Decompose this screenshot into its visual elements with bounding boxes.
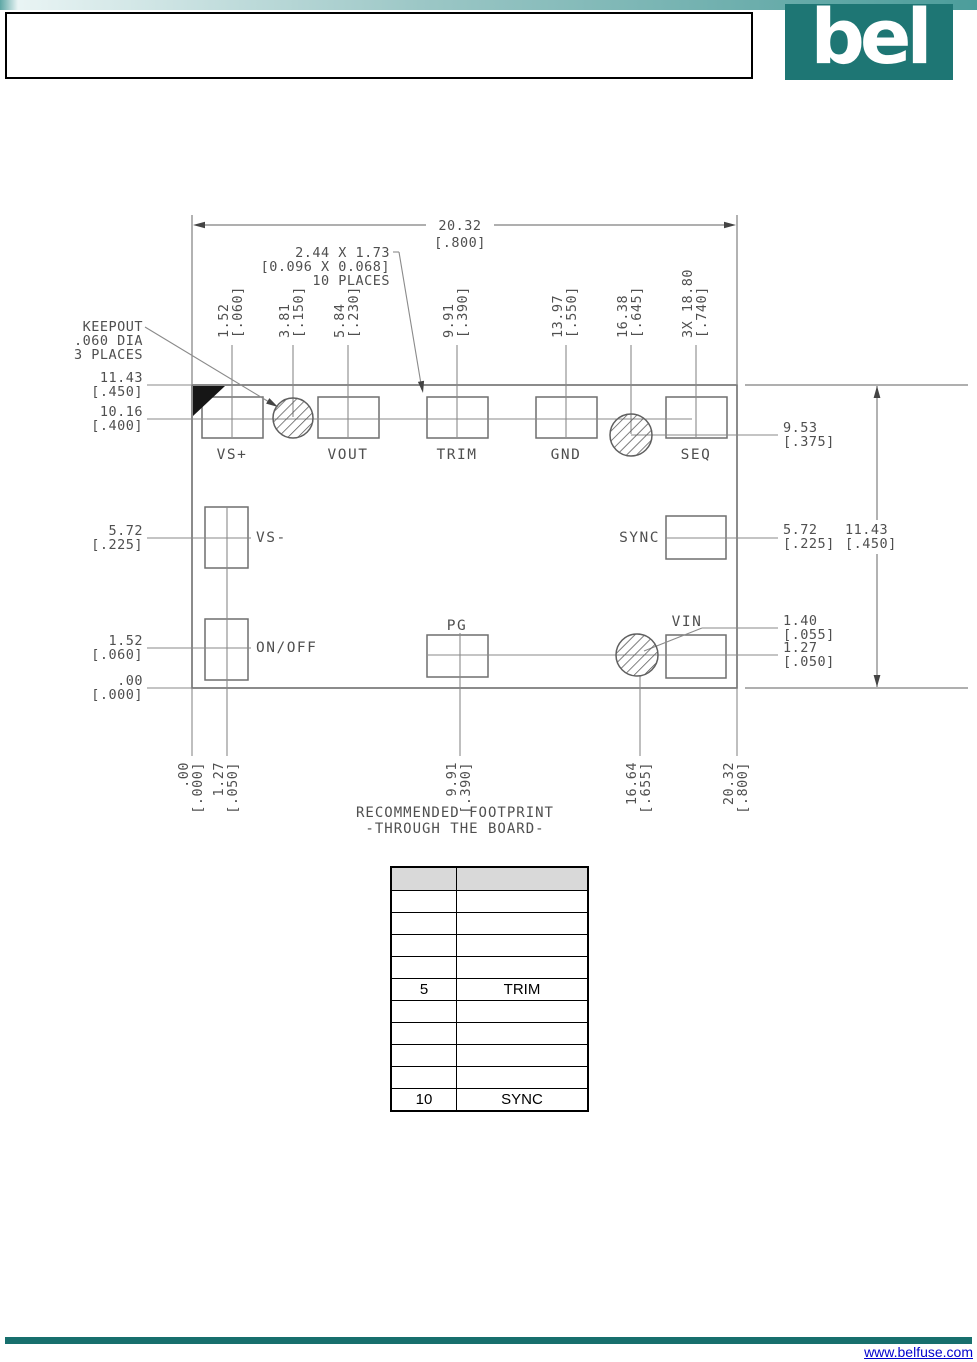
- dim-right-2-inch: [.450]: [845, 536, 897, 552]
- table-row: [391, 935, 588, 957]
- pad-vin: [666, 635, 726, 678]
- bel-logo-text: bel: [810, 0, 928, 81]
- pin-table: [390, 866, 589, 1112]
- dim-left-4-inch: [.000]: [91, 687, 143, 703]
- dim-bot-4-inch: [.800]: [735, 762, 751, 814]
- dim-bot-3-inch: [.655]: [638, 762, 654, 814]
- dim-overall-mm: 20.32: [438, 218, 482, 234]
- label-seq: SEQ: [680, 447, 712, 463]
- hole-note-leader: [393, 252, 424, 393]
- table-row: [391, 1089, 588, 1112]
- table-row: [391, 979, 588, 1001]
- pin-table-header: [391, 867, 588, 891]
- dim-right-2-mm: 11.43: [845, 522, 889, 538]
- dim-left-1-inch: [.400]: [91, 418, 143, 434]
- dim-top-2-mm: 5.84: [332, 303, 348, 338]
- keepout-note-l2: .060 DIA: [73, 333, 143, 349]
- table-row: [391, 891, 588, 913]
- dim-bot-1-inch: [.050]: [225, 762, 241, 814]
- dim-overall-inch: [.800]: [434, 235, 486, 251]
- dim-left-1-mm: 10.16: [99, 404, 143, 420]
- dim-bot-2-inch: [.390]: [458, 762, 474, 814]
- hole-note-l2: [0.096 X 0.068]: [260, 259, 390, 275]
- pin-cell: [391, 1001, 457, 1023]
- website-link[interactable]: www.belfuse.com: [864, 1344, 973, 1360]
- name-cell: [457, 1045, 589, 1067]
- pin-cell: [391, 957, 457, 979]
- pin-cell: [391, 1023, 457, 1045]
- dim-bot-1-mm: 1.27: [211, 762, 227, 797]
- name-cell: [457, 1067, 589, 1089]
- table-row: [391, 1023, 588, 1045]
- pin-cell: [391, 913, 457, 935]
- drawing-caption-l1: RECOMMENDED FOOTPRINT: [355, 805, 555, 821]
- top-dimension-labels: [216, 269, 710, 338]
- dim-left-2-inch: [.225]: [91, 537, 143, 553]
- keepout-circle-3: [616, 634, 658, 676]
- dim-top-0-mm: 1.52: [216, 303, 232, 338]
- pin-cell: 10: [391, 1089, 457, 1112]
- dim-bot-2-mm: 9.91: [444, 762, 460, 797]
- name-cell: [457, 891, 589, 913]
- dim-right-3-inch: [.055]: [783, 627, 835, 643]
- dim-right-1-inch: [.225]: [783, 536, 835, 552]
- dim-top-4-mm: 13.97: [550, 294, 566, 338]
- dim-bot-0-mm: .00: [176, 762, 192, 788]
- dim-right-1-mm: 5.72: [783, 522, 818, 538]
- bel-logo: [785, 0, 953, 81]
- keepout-note-l3: 3 PLACES: [73, 347, 143, 363]
- dim-top-2-inch: [.230]: [346, 286, 362, 338]
- name-cell: [457, 1001, 589, 1023]
- title-box: [5, 12, 753, 79]
- dim-right-4-mm: 1.27: [783, 640, 818, 656]
- dim-bot-0-inch: [.000]: [190, 762, 206, 814]
- dim-top-4-inch: [.550]: [564, 286, 580, 338]
- label-pg: PG: [446, 618, 468, 634]
- table-row: [391, 957, 588, 979]
- dim-left-0-mm: 11.43: [99, 370, 143, 386]
- dim-top-3-mm: 9.91: [441, 303, 457, 338]
- dim-left-4-mm: .00: [117, 673, 143, 689]
- dim-left-3-mm: 1.52: [108, 633, 143, 649]
- label-vin: VIN: [671, 614, 703, 630]
- label-on-off: ON/OFF: [256, 640, 318, 656]
- name-cell: TRIM: [457, 979, 589, 1001]
- name-cell: [457, 913, 589, 935]
- dim-top-3-inch: [.390]: [455, 286, 471, 338]
- keepout-circle-1: [273, 398, 313, 438]
- label-gnd: GND: [550, 447, 582, 463]
- table-row: [391, 1001, 588, 1023]
- name-cell: [457, 935, 589, 957]
- pad-labels: [217, 447, 712, 656]
- dim-left-3-inch: [.060]: [91, 647, 143, 663]
- pin-cell: [391, 1067, 457, 1089]
- hole-note-l1: 2.44 X 1.73: [295, 245, 390, 261]
- table-row: [391, 1067, 588, 1089]
- pin-table-header-name: [457, 867, 589, 891]
- dim-bot-4-mm: 20.32: [721, 762, 737, 806]
- dim-right-0-inch: [.375]: [783, 434, 835, 450]
- dim-top-5-mm: 16.38: [615, 294, 631, 338]
- dim-top-0-inch: [.060]: [230, 286, 246, 338]
- label-sync: SYNC: [619, 530, 660, 546]
- table-row: [391, 1045, 588, 1067]
- label-vs-minus: VS-: [256, 530, 287, 546]
- dim-bot-3-mm: 16.64: [624, 762, 640, 806]
- dim-right-0-mm: 9.53: [783, 420, 818, 436]
- label-vs-plus: VS+: [216, 447, 248, 463]
- keepout-note-l1: KEEPOUT: [82, 319, 143, 335]
- footprint-diagram: [0, 200, 977, 845]
- dim-right-4-inch: [.050]: [783, 654, 835, 670]
- name-cell: [457, 957, 589, 979]
- pin-cell: [391, 935, 457, 957]
- label-trim: TRIM: [436, 447, 478, 463]
- dim-top-1-inch: [.150]: [291, 286, 307, 338]
- dim-top-5-inch: [.645]: [629, 286, 645, 338]
- footer-rule: [5, 1337, 972, 1344]
- label-vout: VOUT: [327, 447, 369, 463]
- dim-left-2-mm: 5.72: [108, 523, 143, 539]
- hole-note-l3: 10 PLACES: [312, 273, 390, 289]
- name-cell: [457, 1023, 589, 1045]
- dim-top-6-inch: [.740]: [694, 286, 710, 338]
- dim-right-3-mm: 1.40: [783, 613, 818, 629]
- pin-cell: [391, 1045, 457, 1067]
- left-dimensions: [91, 370, 143, 703]
- pin-table-header-pin: [391, 867, 457, 891]
- name-cell: SYNC: [457, 1089, 589, 1112]
- pin-cell: [391, 891, 457, 913]
- keepout-circle-2: [610, 414, 652, 456]
- table-row: [391, 913, 588, 935]
- pad-pg: [427, 635, 488, 677]
- dim-top-1-mm: 3.81: [277, 303, 293, 338]
- dim-left-0-inch: [.450]: [91, 384, 143, 400]
- pin-cell: 5: [391, 979, 457, 1001]
- dim-top-6-mm: 3X 18.80: [680, 268, 696, 338]
- right-dimensions: [783, 420, 897, 670]
- drawing-caption-l2: -THROUGH THE BOARD-: [365, 821, 545, 837]
